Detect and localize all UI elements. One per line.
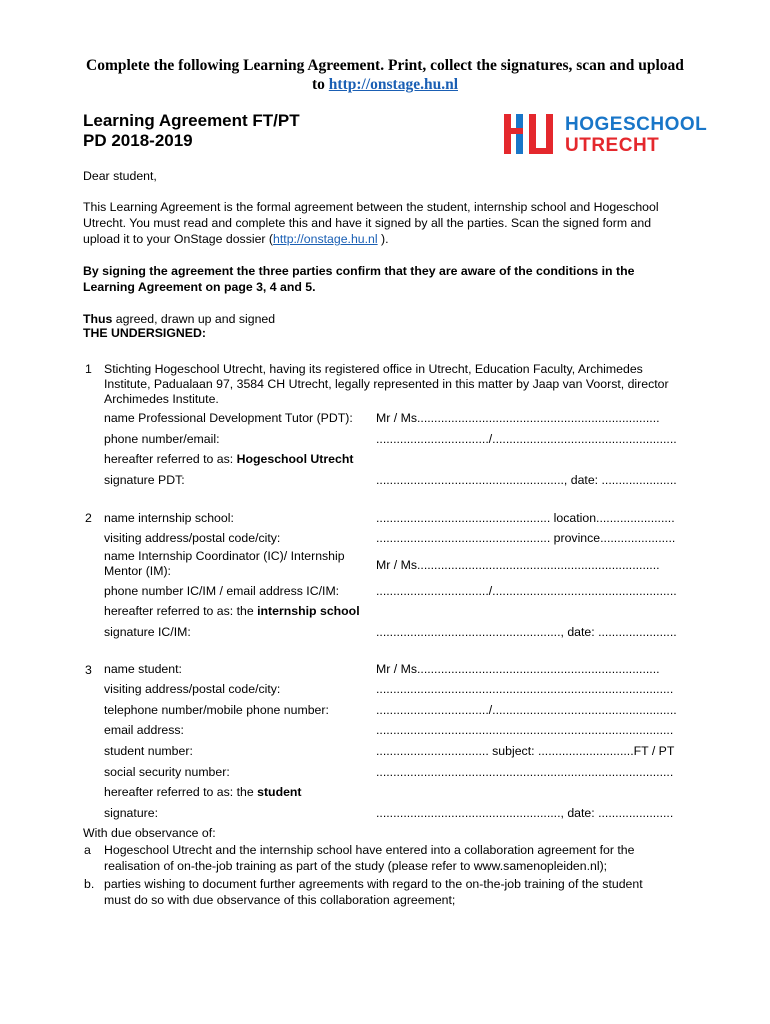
intro-onstage-link[interactable]: http://onstage.hu.nl <box>273 232 378 246</box>
onstage-link[interactable]: http://onstage.hu.nl <box>328 76 458 93</box>
student-email-label: email address: <box>104 723 184 737</box>
thus-bold: Thus <box>83 312 113 326</box>
party-1-desc-line-1: Stichting Hogeschool Utrecht, having its registered office in Utrecht, Education Faculty, Archimedes <box>104 362 643 376</box>
student-signature-label: signature: <box>104 806 159 820</box>
intro-line-3-prefix: upload it to your OnStage dossier ( <box>83 232 274 246</box>
pdt-signature-field[interactable]: ......................................................., date: ...................... <box>376 473 677 487</box>
social-security-field[interactable]: ....................................................................................... <box>376 765 674 779</box>
hogeschool-utrecht-logo <box>500 112 708 160</box>
coordinator-signature-field[interactable]: ......................................................, date: ....................... <box>376 625 677 639</box>
page-title: Learning Agreement FT/PT <box>83 111 300 130</box>
observance-a-line-1: Hogeschool Utrecht and the internship school have entered into a collaboration agreement for the <box>104 843 635 857</box>
hu-logo-mark <box>504 114 554 158</box>
instruction-prefix: to <box>312 76 329 93</box>
internship-school-reference-prefix: hereafter referred to as: the <box>104 604 258 618</box>
hogeschool-reference-name: Hogeschool Utrecht <box>236 452 354 466</box>
intro-line-3 <box>83 231 693 247</box>
pdt-signature-label: signature PDT: <box>104 473 185 487</box>
student-email-field[interactable]: ....................................................................................... <box>376 723 674 737</box>
internship-school-reference-name: internship school <box>257 604 360 618</box>
undersigned-heading: THE UNDERSIGNED: <box>83 326 206 340</box>
student-reference-name: student <box>257 785 302 799</box>
intro-line-3-suffix: ). <box>377 232 389 246</box>
party-1-desc-line-2: Institute, Padualaan 97, 3584 CH Utrecht, legally represented in this matter by Jaap van Voorst, director <box>104 377 669 391</box>
pdt-name-field[interactable]: Mr / Ms....................................................................... <box>376 411 660 425</box>
intro-line-2: Utrecht. You must read and complete this and have it signed by all the parties. Scan the signed form and <box>83 216 652 230</box>
party-3-number: 3 <box>85 663 92 677</box>
observance-b-line-2: must do so with due observance of this collaboration agreement; <box>104 893 456 907</box>
hogeschool-reference-label <box>104 452 353 467</box>
observance-b-line-1: parties wishing to document further agreements with regard to the on-the-job training of the student <box>104 877 643 891</box>
student-signature-field[interactable]: ......................................................, date: ...................... <box>376 806 674 820</box>
observance-intro: With due observance of: <box>83 826 216 840</box>
coordinator-name-label-line-1: name Internship Coordinator (IC)/ Internship <box>104 549 345 563</box>
student-phone-label: telephone number/mobile phone number: <box>104 703 329 717</box>
coordinator-signature-label: signature IC/IM: <box>104 625 191 639</box>
pdt-phone-email-label: phone number/email: <box>104 432 220 446</box>
logo-text-utrecht: UTRECHT <box>565 135 660 156</box>
page-subtitle: PD 2018-2019 <box>83 131 193 150</box>
party-2-number: 2 <box>85 511 92 525</box>
signing-notice-line-2: Learning Agreement on page 3, 4 and 5. <box>83 280 316 294</box>
observance-marker-b: b. <box>84 877 95 891</box>
greeting: Dear student, <box>83 169 157 183</box>
social-security-label: social security number: <box>104 765 230 779</box>
school-address-field[interactable]: ................................................... province...................... <box>376 531 676 545</box>
student-address-label: visiting address/postal code/city: <box>104 682 281 696</box>
coordinator-name-label-line-2: Mentor (IM): <box>104 564 171 578</box>
thus-rest: agreed, drawn up and signed <box>112 312 276 326</box>
student-address-field[interactable]: ....................................................................................... <box>376 682 674 696</box>
internship-school-name-label: name internship school: <box>104 511 234 525</box>
student-number-field[interactable]: ................................. subject: ............................FT / PT <box>376 744 675 758</box>
student-name-label: name student: <box>104 662 182 676</box>
signing-notice-line-1: By signing the agreement the three parties confirm that they are aware of the conditions in the <box>83 264 635 278</box>
school-address-label: visiting address/postal code/city: <box>104 531 281 545</box>
internship-school-reference-label <box>104 604 360 619</box>
student-phone-field[interactable]: ................................./...................................................... <box>376 703 677 717</box>
instruction-line-2 <box>40 75 730 94</box>
internship-school-name-field[interactable]: ................................................... location....................... <box>376 511 675 525</box>
intro-line-1: This Learning Agreement is the formal agreement between the student, internship school and Hogeschool <box>83 200 659 214</box>
observance-marker-a: a <box>84 843 91 857</box>
logo-text-hogeschool: HOGESCHOOL <box>565 114 708 135</box>
coordinator-phone-email-label: phone number IC/IM / email address IC/IM: <box>104 584 340 598</box>
pdt-name-label: name Professional Development Tutor (PDT): <box>104 411 353 425</box>
student-number-label: student number: <box>104 744 193 758</box>
observance-a-line-2: realisation of on-the-job training as part of the study (please refer to www.samenopleiden.nl); <box>104 859 608 873</box>
pdt-phone-email-field[interactable]: ................................./...................................................... <box>376 432 677 446</box>
student-reference-prefix: hereafter referred to as: the <box>104 785 258 799</box>
coordinator-phone-email-field[interactable]: ................................./...................................................... <box>376 584 677 598</box>
student-reference-label <box>104 785 302 800</box>
instruction-line-1: Complete the following Learning Agreement. Print, collect the signatures, scan and upload <box>86 57 684 74</box>
hogeschool-reference-prefix: hereafter referred to as: <box>104 452 237 466</box>
party-1-desc-line-3: Archimedes Institute. <box>104 392 219 406</box>
student-name-field[interactable]: Mr / Ms....................................................................... <box>376 662 660 676</box>
coordinator-name-field[interactable]: Mr / Ms....................................................................... <box>376 558 660 572</box>
party-1-number: 1 <box>85 362 92 376</box>
